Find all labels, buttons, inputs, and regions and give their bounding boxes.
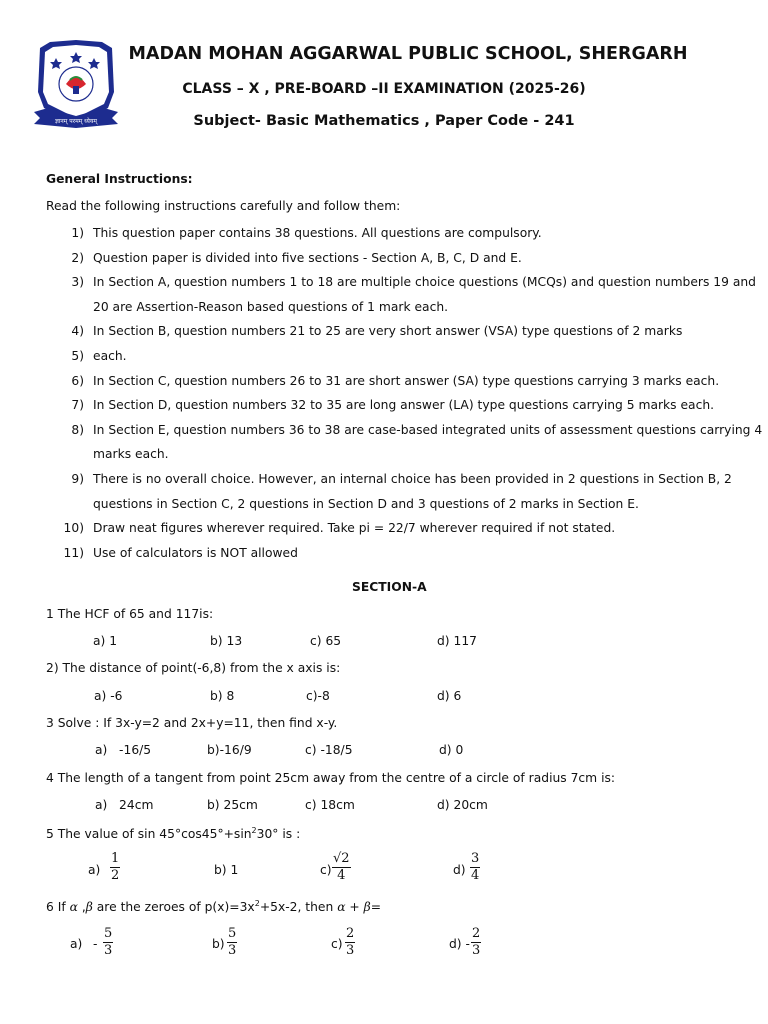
q4-option-c: c) 18cm bbox=[305, 798, 355, 812]
instruction-text: In Section D, question numbers 32 to 35 are long answer (LA) type questions carrying 5 marks each. bbox=[93, 398, 715, 413]
q5-option-c: √2 4 bbox=[333, 851, 350, 884]
instruction-text: questions in Section C, 2 questions in Section D and 3 questions of 2 marks in Section E. bbox=[93, 496, 639, 511]
q6-option-b: 5 3 bbox=[228, 926, 237, 959]
q6-option-c: 2 3 bbox=[346, 926, 355, 959]
q3-option-b: b)-16/9 bbox=[207, 743, 252, 757]
q4-option-a: a) 24cm bbox=[95, 798, 154, 812]
instruction-text: 20 are Assertion-Reason based questions of 1 mark each. bbox=[93, 299, 449, 314]
instruction-text: In Section C, question numbers 26 to 31 are short answer (SA) type questions carrying 3 marks each. bbox=[93, 373, 720, 388]
instruction-number: 6) bbox=[71, 373, 84, 388]
school-name: MADAN MOHAN AGGARWAL PUBLIC SCHOOL, SHERGARH bbox=[128, 44, 688, 64]
q6-option-a: 5 3 bbox=[104, 926, 113, 959]
instruction-text: This question paper contains 38 questions. All questions are compulsory. bbox=[93, 226, 542, 240]
q6-option-d-label: d) - bbox=[449, 937, 470, 951]
instruction-number: 8) bbox=[71, 422, 84, 437]
q1-option-c: c) 65 bbox=[310, 634, 342, 648]
q3-option-d: d) 0 bbox=[439, 743, 464, 757]
q5-option-a: 1 2 bbox=[111, 851, 120, 884]
question-4: 4 The length of a tangent from point 25cm away from the centre of a circle of radius 7cm is: bbox=[46, 771, 616, 785]
instruction-number: 2) bbox=[71, 250, 84, 265]
q5-option-a-label: a) bbox=[88, 863, 101, 877]
q2-option-c: c)-8 bbox=[306, 689, 330, 703]
instruction-text: In Section E, question numbers 36 to 38 are case-based integrated units of assessment questions carrying 4 bbox=[93, 422, 763, 437]
q5-option-b: b) 1 bbox=[214, 863, 239, 877]
instruction-number: 9) bbox=[71, 472, 84, 486]
question-1: 1 The HCF of 65 and 117is: bbox=[46, 607, 214, 621]
logo-motto: ज्ञानम् परमम् ध्येयम् bbox=[55, 118, 97, 125]
instruction-text: Question paper is divided into five sections - Section A, B, C, D and E. bbox=[93, 250, 522, 265]
q3-option-a: a) -16/5 bbox=[95, 743, 152, 757]
q1-option-d: d) 117 bbox=[437, 634, 477, 648]
exam-title: CLASS – X , PRE-BOARD –II EXAMINATION (2025-26) bbox=[182, 81, 586, 97]
q4-option-d: d) 20cm bbox=[437, 798, 488, 812]
subject-line: Subject- Basic Mathematics , Paper Code - 241 bbox=[193, 113, 575, 129]
instruction-number: 3) bbox=[71, 275, 84, 290]
instruction-text: Use of calculators is NOT allowed bbox=[93, 545, 298, 560]
q5-option-d: 3 4 bbox=[471, 851, 480, 884]
question-6: 6 If α ,β are the zeroes of $p(x)=3x^2+5x-2$, then α + β= bbox=[46, 899, 382, 915]
instruction-text: There is no overall choice. However, an internal choice has been provided in 2 questions in Section B, 2 bbox=[93, 472, 732, 486]
instruction-text: In Section B, question numbers 21 to 25 are very short answer (VSA) type questions of 2 marks bbox=[93, 324, 683, 339]
instructions-heading: General Instructions: bbox=[46, 172, 193, 186]
q6-option-d: 2 3 bbox=[472, 926, 481, 959]
q1-option-b: b) 13 bbox=[210, 634, 243, 648]
instruction-number: 5) bbox=[71, 349, 84, 363]
instruction-number: 7) bbox=[71, 398, 84, 413]
instruction-text: In Section A, question numbers 1 to 18 are multiple choice questions (MCQs) and question numbers 19 and bbox=[93, 275, 756, 290]
instruction-text: Draw neat figures wherever required. Take pi = 22/7 wherever required if not stated. bbox=[93, 521, 616, 536]
instructions-intro: Read the following instructions carefully and follow them: bbox=[46, 199, 401, 213]
q2-option-b: b) 8 bbox=[210, 689, 235, 703]
q5-option-c-label: c) bbox=[320, 863, 332, 877]
instruction-text: each. bbox=[93, 349, 127, 363]
q5-option-d-label: d) bbox=[453, 863, 466, 877]
q4-option-b: b) 25cm bbox=[207, 798, 258, 812]
instruction-number: 10) bbox=[63, 521, 84, 536]
instruction-text: marks each. bbox=[93, 447, 169, 462]
instruction-number: 11) bbox=[63, 545, 84, 560]
question-3: 3 Solve : If 3x-y=2 and 2x+y=11, then find x-y. bbox=[46, 716, 338, 730]
q6-option-a-label: a) bbox=[70, 937, 83, 951]
q2-option-d: d) 6 bbox=[437, 689, 462, 703]
instruction-number: 1) bbox=[71, 226, 84, 240]
q3-option-c: c) -18/5 bbox=[305, 743, 353, 757]
q6-option-a-sign: - bbox=[93, 937, 98, 951]
q2-option-a: a) -6 bbox=[94, 689, 123, 703]
section-title: SECTION-A bbox=[352, 580, 427, 594]
q6-option-c-label: c) bbox=[331, 937, 343, 951]
instruction-number: 4) bbox=[71, 324, 84, 339]
question-5: 5 The value of $\sin 45^\circ\cos 45^\circ+\sin^230^\circ$ is : bbox=[46, 826, 301, 842]
q6-option-b-label: b) bbox=[212, 937, 225, 951]
question-2: 2) The distance of point(-6,8) from the x axis is: bbox=[46, 661, 341, 675]
q1-option-a: a) 1 bbox=[93, 634, 118, 648]
